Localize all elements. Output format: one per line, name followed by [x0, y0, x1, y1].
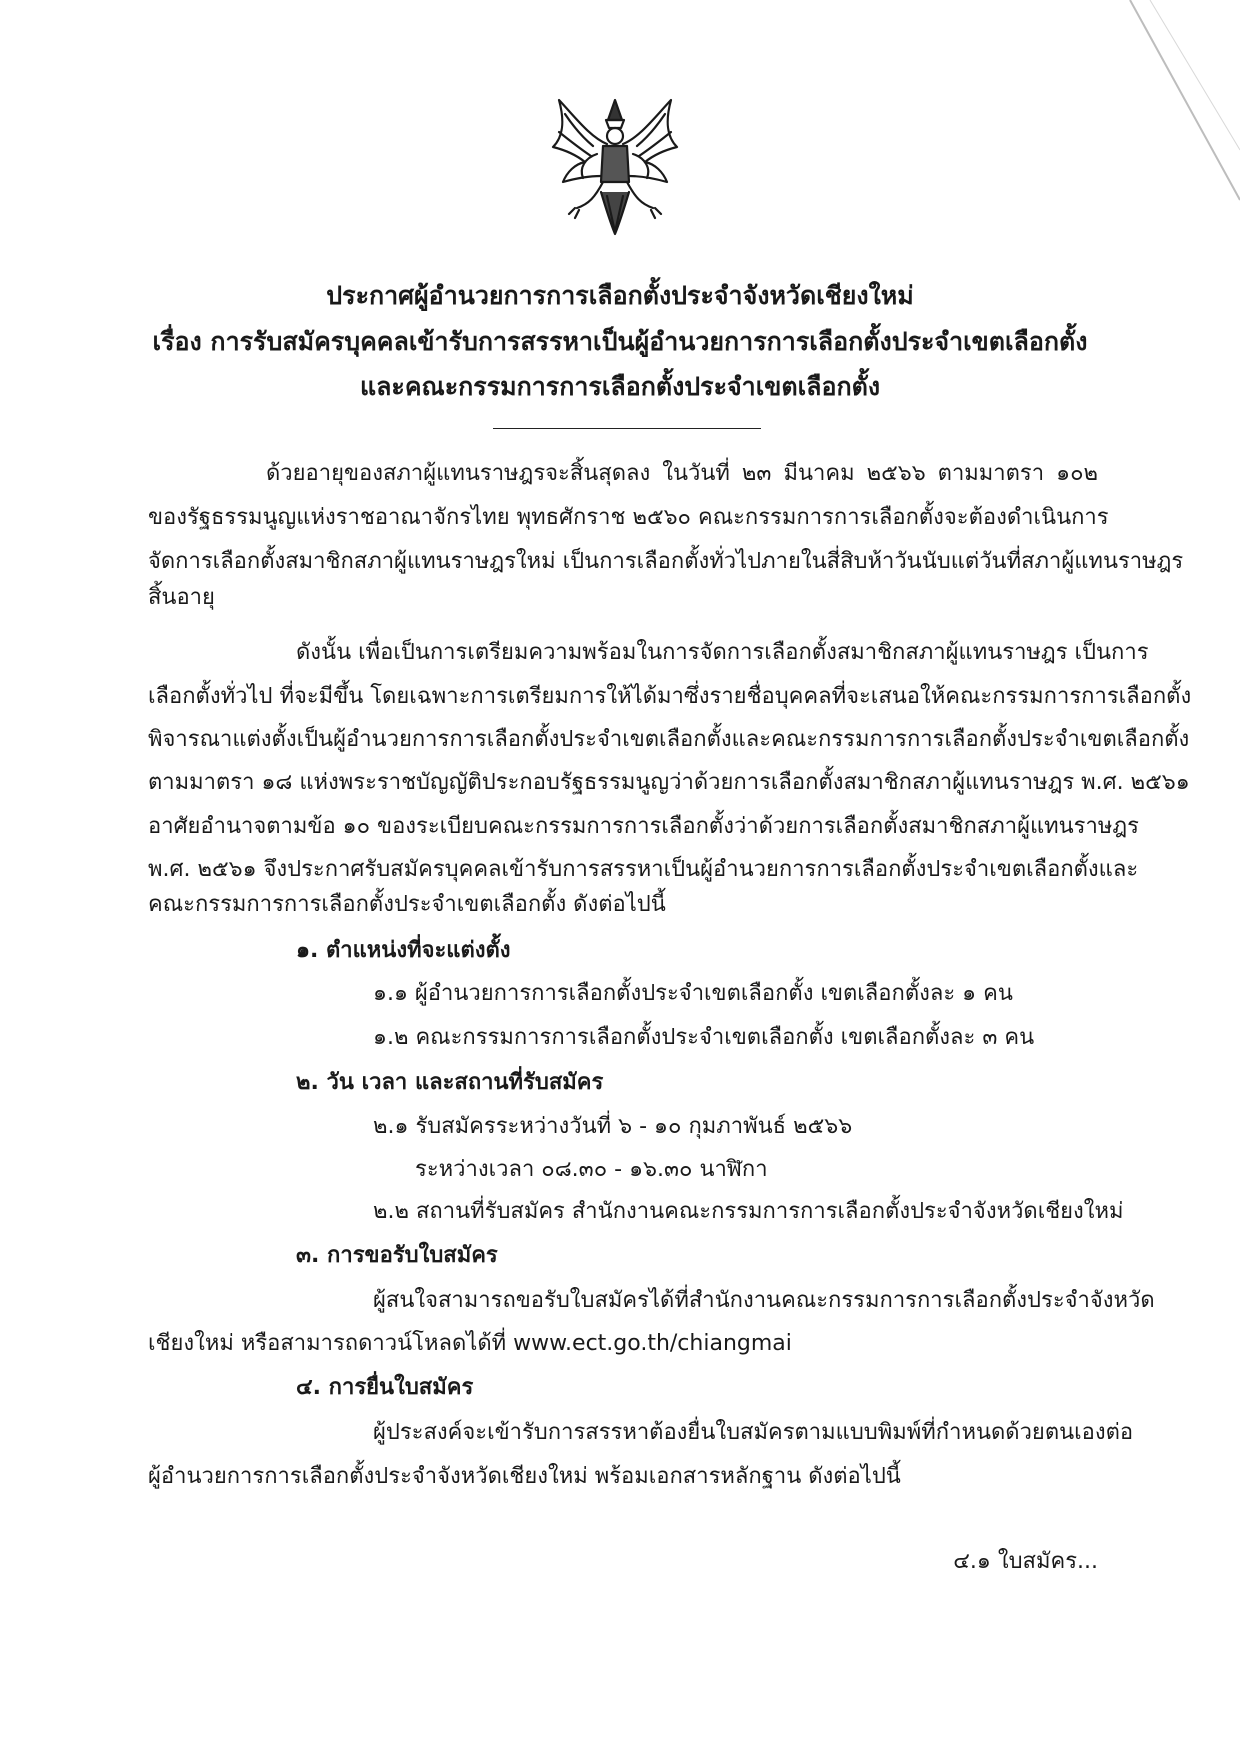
- section1-item1: ๑.๑ ผู้อำนวยการการเลือกตั้งประจำเขตเลือกตั้ง เขตเลือกตั้งละ ๑ คน: [373, 981, 1013, 1006]
- para2-line3: พิจารณาแต่งตั้งเป็นผู้อำนวยการการเลือกตั้งประจำเขตเลือกตั้งและคณะกรรมการการเลือกตั้งประจำเขตเลือกตั้ง: [148, 727, 1190, 752]
- announcement-title: ประกาศผู้อำนวยการการเลือกตั้งประจำจังหวัดเชียงใหม่: [326, 281, 914, 310]
- section3-heading: ๓. การขอรับใบสมัคร: [296, 1243, 498, 1268]
- announcement-subject: เรื่อง การรับสมัครบุคคลเข้ารับการสรรหาเป็นผู้อำนวยการการเลือกตั้งประจำเขตเลือกตั้ง: [152, 327, 1088, 356]
- para2-line7: คณะกรรมการการเลือกตั้งประจำเขตเลือกตั้ง ดังต่อไปนี้: [148, 892, 666, 917]
- section3-line2: เชียงใหม่ หรือสามารถดาวน์โหลดได้ที่ www.ect.go.th/chiangmai: [148, 1331, 792, 1356]
- section2-item1: ๒.๑ รับสมัครระหว่างวันที่ ๖ - ๑๐ กุมภาพันธ์ ๒๕๖๖: [373, 1114, 853, 1139]
- section4-line2: ผู้อำนวยการการเลือกตั้งประจำจังหวัดเชียงใหม่ พร้อมเอกสารหลักฐาน ดังต่อไปนี้: [148, 1464, 901, 1489]
- section1-heading: ๑. ตำแหน่งที่จะแต่งตั้ง: [296, 938, 511, 963]
- section2-item2: ๒.๒ สถานที่รับสมัคร สำนักงานคณะกรรมการการเลือกตั้งประจำจังหวัดเชียงใหม่: [373, 1199, 1124, 1224]
- section1-item2: ๑.๒ คณะกรรมการการเลือกตั้งประจำเขตเลือกตั้ง เขตเลือกตั้งละ ๓ คน: [373, 1025, 1035, 1050]
- para1-line2: ของรัฐธรรมนูญแห่งราชอาณาจักรไทย พุทธศักราช ๒๕๖๐ คณะกรรมการการเลือกตั้งจะต้องดำเนินการ: [148, 505, 1109, 530]
- para2-line6: พ.ศ. ๒๕๖๑ จึงประกาศรับสมัครบุคคลเข้ารับการสรรหาเป็นผู้อำนวยการการเลือกตั้งประจำเขตเลือกตั้งและ: [148, 857, 1139, 882]
- para2-line5: อาศัยอำนาจตามข้อ ๑๐ ของระเบียบคณะกรรมการการเลือกตั้งว่าด้วยการเลือกตั้งสมาชิกสภาผู้แทนราษฎร: [148, 814, 1139, 839]
- section3-line1: ผู้สนใจสามารถขอรับใบสมัครได้ที่สำนักงานคณะกรรมการการเลือกตั้งประจำจังหวัด: [373, 1288, 1155, 1313]
- para1-line4: สิ้นอายุ: [148, 585, 215, 610]
- para1-line3: จัดการเลือกตั้งสมาชิกสภาผู้แทนราษฎรใหม่ เป็นการเลือกตั้งทั่วไปภายในสี่สิบห้าวันนับแต่วันที่สภาผู้แทนราษฎร: [148, 549, 1184, 574]
- page-continuation: ๔.๑ ใบสมัคร...: [953, 1549, 1098, 1574]
- para1-line1: ด้วยอายุของสภาผู้แทนราษฎรจะสิ้นสุดลง ในวันที่ ๒๓ มีนาคม ๒๕๖๖ ตามมาตรา ๑๐๒: [266, 461, 1098, 486]
- garuda-emblem-icon: [545, 92, 685, 242]
- title-divider: [493, 428, 761, 429]
- para2-line1: ดังนั้น เพื่อเป็นการเตรียมความพร้อมในการจัดการเลือกตั้งสมาชิกสภาผู้แทนราษฎร เป็นการ: [296, 640, 1149, 665]
- section2-heading: ๒. วัน เวลา และสถานที่รับสมัคร: [296, 1070, 604, 1095]
- page-fold-shadow: [1090, 0, 1240, 250]
- announcement-subject-cont: และคณะกรรมการการเลือกตั้งประจำเขตเลือกตั้ง: [359, 372, 881, 401]
- section4-line1: ผู้ประสงค์จะเข้ารับการสรรหาต้องยื่นใบสมัครตามแบบพิมพ์ที่กำหนดด้วยตนเองต่อ: [373, 1420, 1134, 1445]
- para2-line4: ตามมาตรา ๑๘ แห่งพระราชบัญญัติประกอบรัฐธรรมนูญว่าด้วยการเลือกตั้งสมาชิกสภาผู้แทนราษฎร พ.ศ. ๒๕๖๑: [148, 770, 1190, 795]
- section4-heading: ๔. การยื่นใบสมัคร: [296, 1375, 474, 1400]
- section2-item1-time: ระหว่างเวลา ๐๘.๓๐ - ๑๖.๓๐ นาฬิกา: [415, 1157, 768, 1182]
- para2-line2: เลือกตั้งทั่วไป ที่จะมีขึ้น โดยเฉพาะการเตรียมการให้ได้มาซึ่งรายชื่อบุคคลที่จะเสนอให้คณะกรรมการการเลือกตั้ง: [148, 684, 1192, 709]
